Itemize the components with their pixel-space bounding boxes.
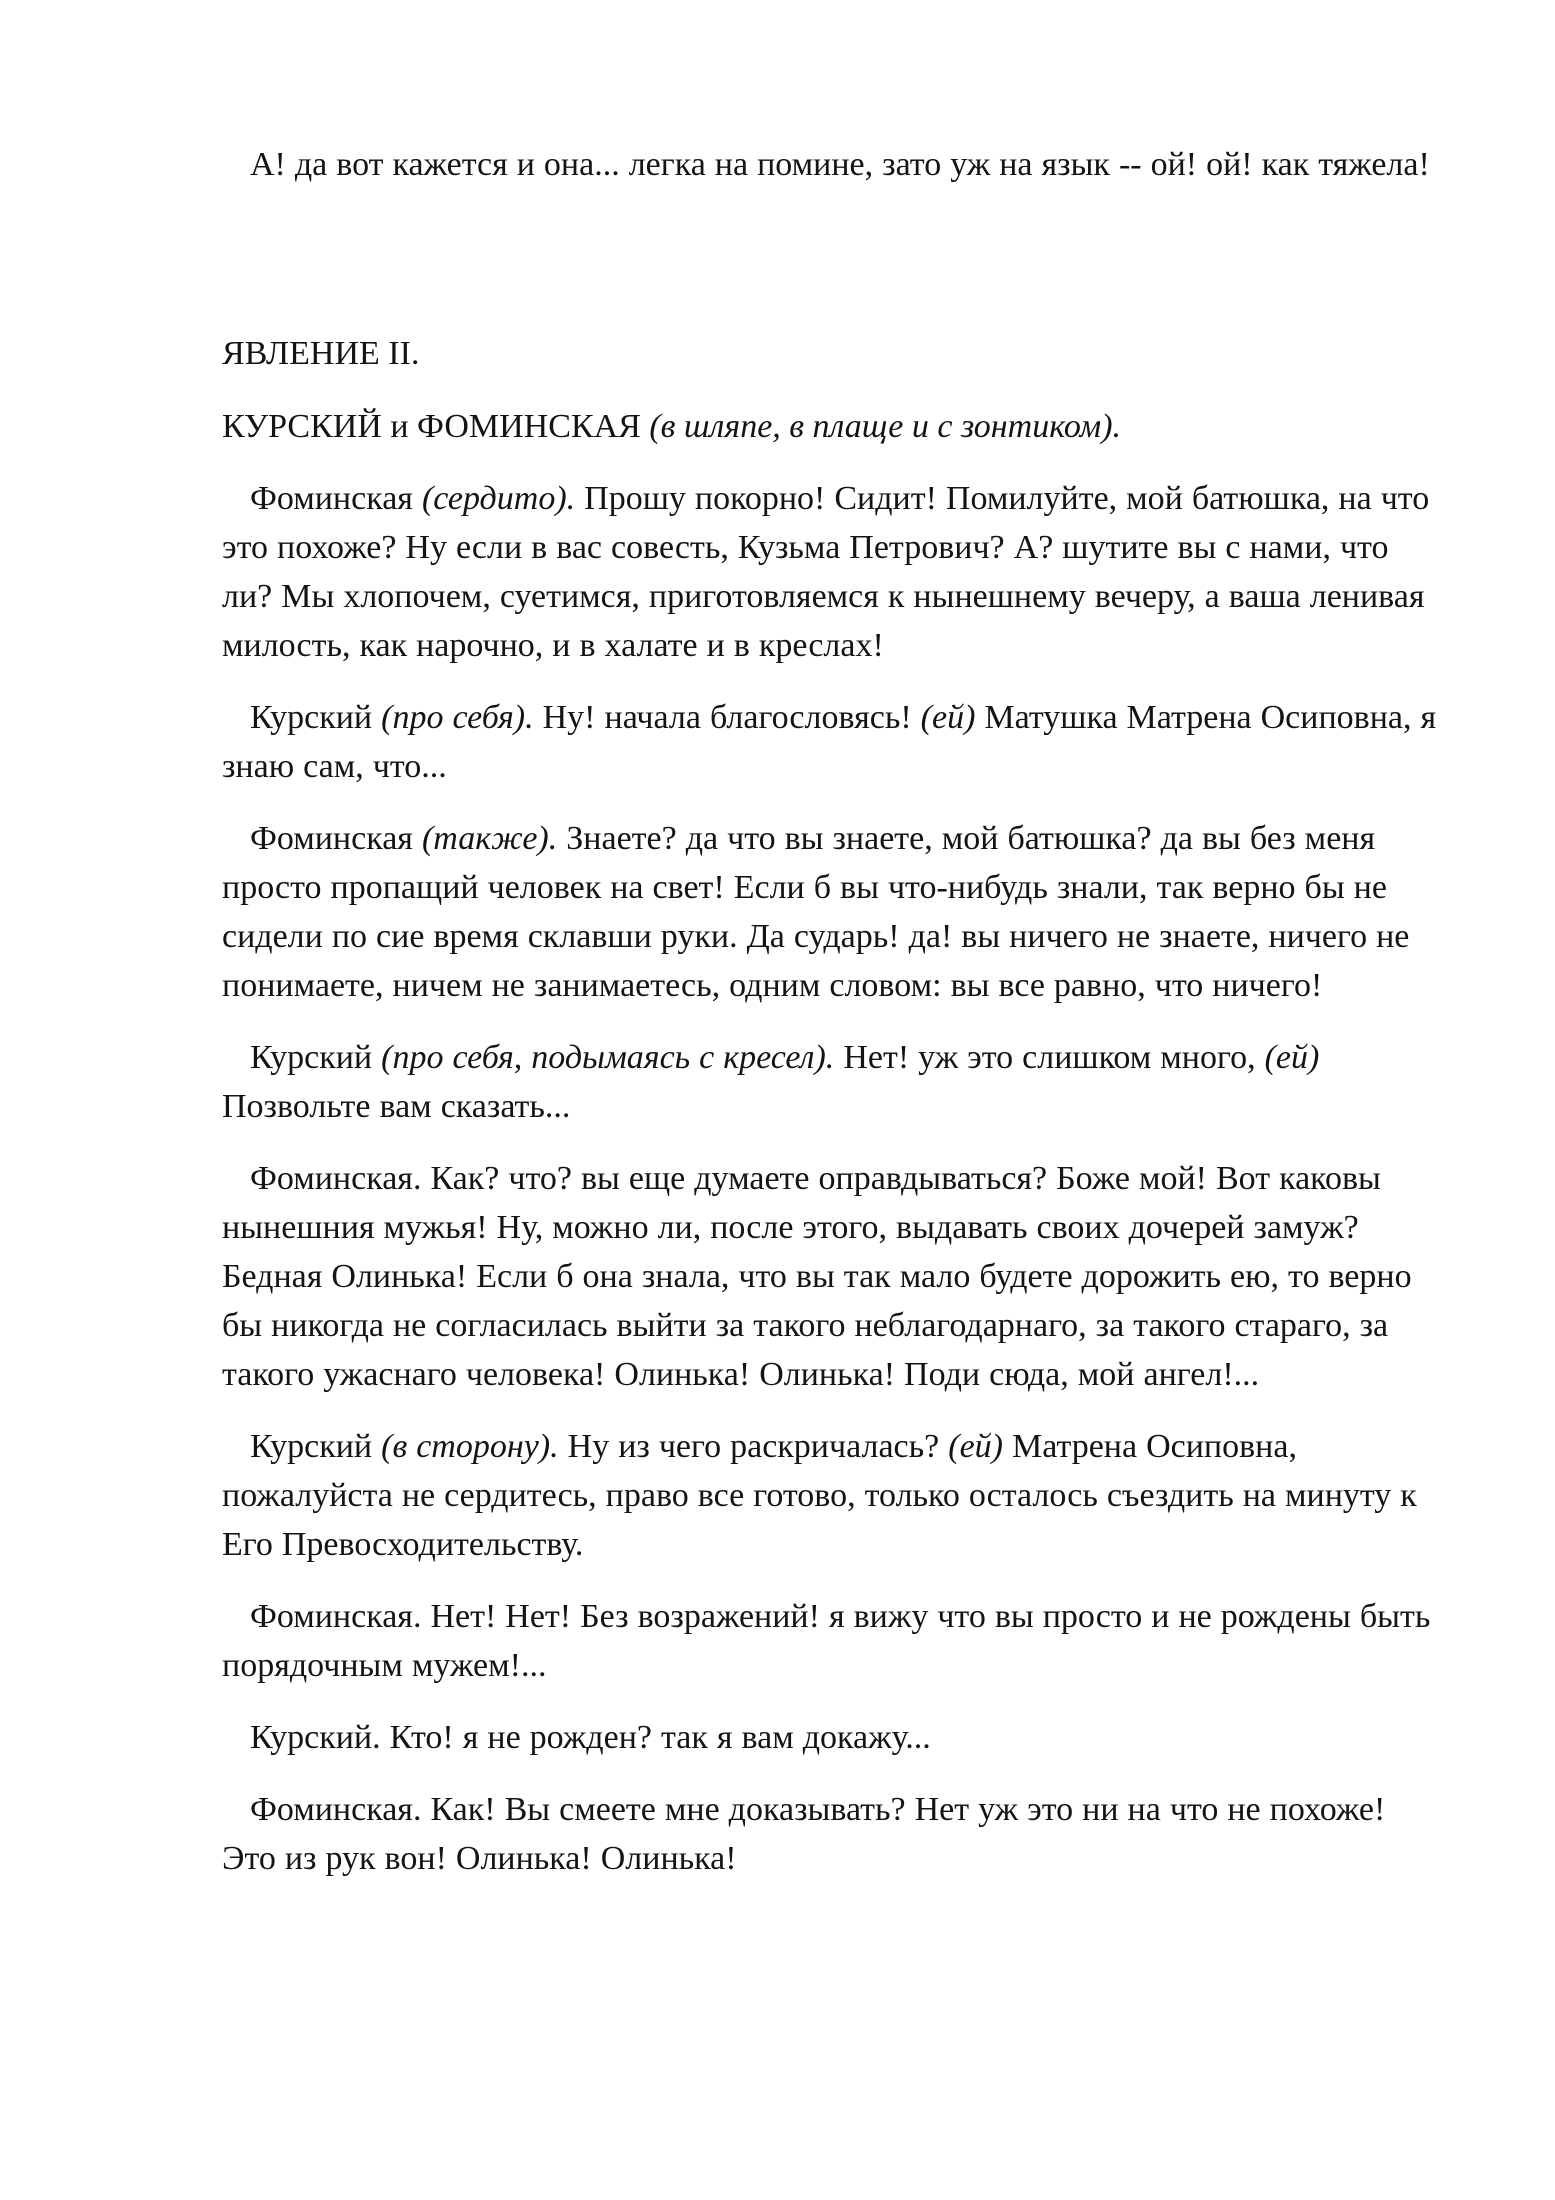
dialogue-line [222,814,1437,1010]
speech-text: Знаете? да что вы знаете, мой батюшка? да вы без меня просто пропащий человек на свет! Если б вы что-нибудь знали, так верно бы не сидели по сие время склавши руки. Да сударь! да! вы ничего не знаете, ничего не понимаете, ничем не занимаетесь, одним словом: вы все равно, что ничего! [222,820,1410,1004]
stage-direction: (ей) [948,1428,1003,1465]
speaker-name: Фоминская [250,820,413,857]
speech-text: Матрена Осиповна, пожалуйста не сердитесь, право все готово, только осталось съездить на минуту к Его Превосходительству. [222,1428,1417,1563]
dialogue-line [222,1422,1437,1569]
dialogue-line [222,474,1437,670]
speech-text: Нет! Нет! Без возражений! я вижу что вы просто и не рождены быть порядочным мужем!... [222,1598,1431,1684]
cast-names: КУРСКИЙ и ФОМИНСКАЯ [222,408,641,445]
stage-direction: (также). [421,820,558,857]
cast-stage-direction: (в шляпе, в плаще и с зонтиком). [649,408,1122,445]
scene-title: ЯВЛЕНИЕ II. [222,335,420,372]
dialogue-line [222,693,1437,791]
speaker-name: Курский. [250,1719,381,1756]
speech-text: Кто! я не рожден? так я вам докажу... [389,1719,931,1756]
speech-text: Матушка Матрена Осиповна, я знаю сам, что... [222,699,1437,785]
speech-text: Ну из чего раскричалась? [567,1428,940,1465]
stage-direction: (про себя). [381,699,534,736]
speaker-name: Фоминская [250,480,413,517]
speaker-name: Курский [250,1428,373,1465]
intro-paragraph [222,140,1437,189]
stage-direction: (про себя, подымаясь с кресел). [381,1039,835,1076]
speech-text: Позвольте вам сказать... [222,1088,571,1125]
speech-text: Как? что? вы еще думаете оправдываться? Боже мой! Вот каковы нынешния мужья! Ну, можно ли, после этого, выдавать своих дочерей замуж? Бедная Олинька! Если б она знала, что вы так мало будете дорожить ею, то верно бы никогда не согласилась выйти за такого неблагодарнаго, за такого стараго, за такого ужаснаго человека! Олинька! Олинька! Поди сюда, мой ангел!... [222,1160,1412,1393]
speaker-name: Фоминская. [250,1598,422,1635]
scene-cast [222,402,1437,451]
speech-text: Как! Вы смеете мне доказывать? Нет уж это ни на что не похоже! Это из рук вон! Олинька! Олинька! [222,1791,1386,1877]
dialogue-line [222,1033,1437,1131]
stage-direction: (ей) [1264,1039,1320,1076]
intro-text: А! да вот кажется и она... легка на помине, зато уж на язык -- ой! ой! как тяжела! [250,146,1430,183]
speech-text: Прошу покорно! Сидит! Помилуйте, мой батюшка, на что это похоже? Ну если в вас совесть, Кузьма Петрович? А? шутите вы с нами, что ли? Мы хлопочем, суетимся, приготовляемся к нынешнему вечеру, а ваша ленивая милость, как нарочно, и в халате и в креслах! [222,480,1430,664]
dialogue-line [222,1713,1437,1762]
speech-text: Нет! уж это слишком много, [843,1039,1256,1076]
dialogue-line [222,1592,1437,1690]
dialogue-line [222,1785,1437,1883]
stage-direction: (сердито). [421,480,576,517]
document-page [222,140,1437,1906]
stage-direction: (ей) [920,699,976,736]
speech-text: Ну! начала благословясь! [542,699,912,736]
speaker-name: Фоминская. [250,1160,422,1197]
stage-direction: (в сторону). [381,1428,559,1465]
speaker-name: Курский [250,699,373,736]
dialogue-line [222,1154,1437,1399]
speaker-name: Фоминская. [250,1791,422,1828]
speaker-name: Курский [250,1039,373,1076]
